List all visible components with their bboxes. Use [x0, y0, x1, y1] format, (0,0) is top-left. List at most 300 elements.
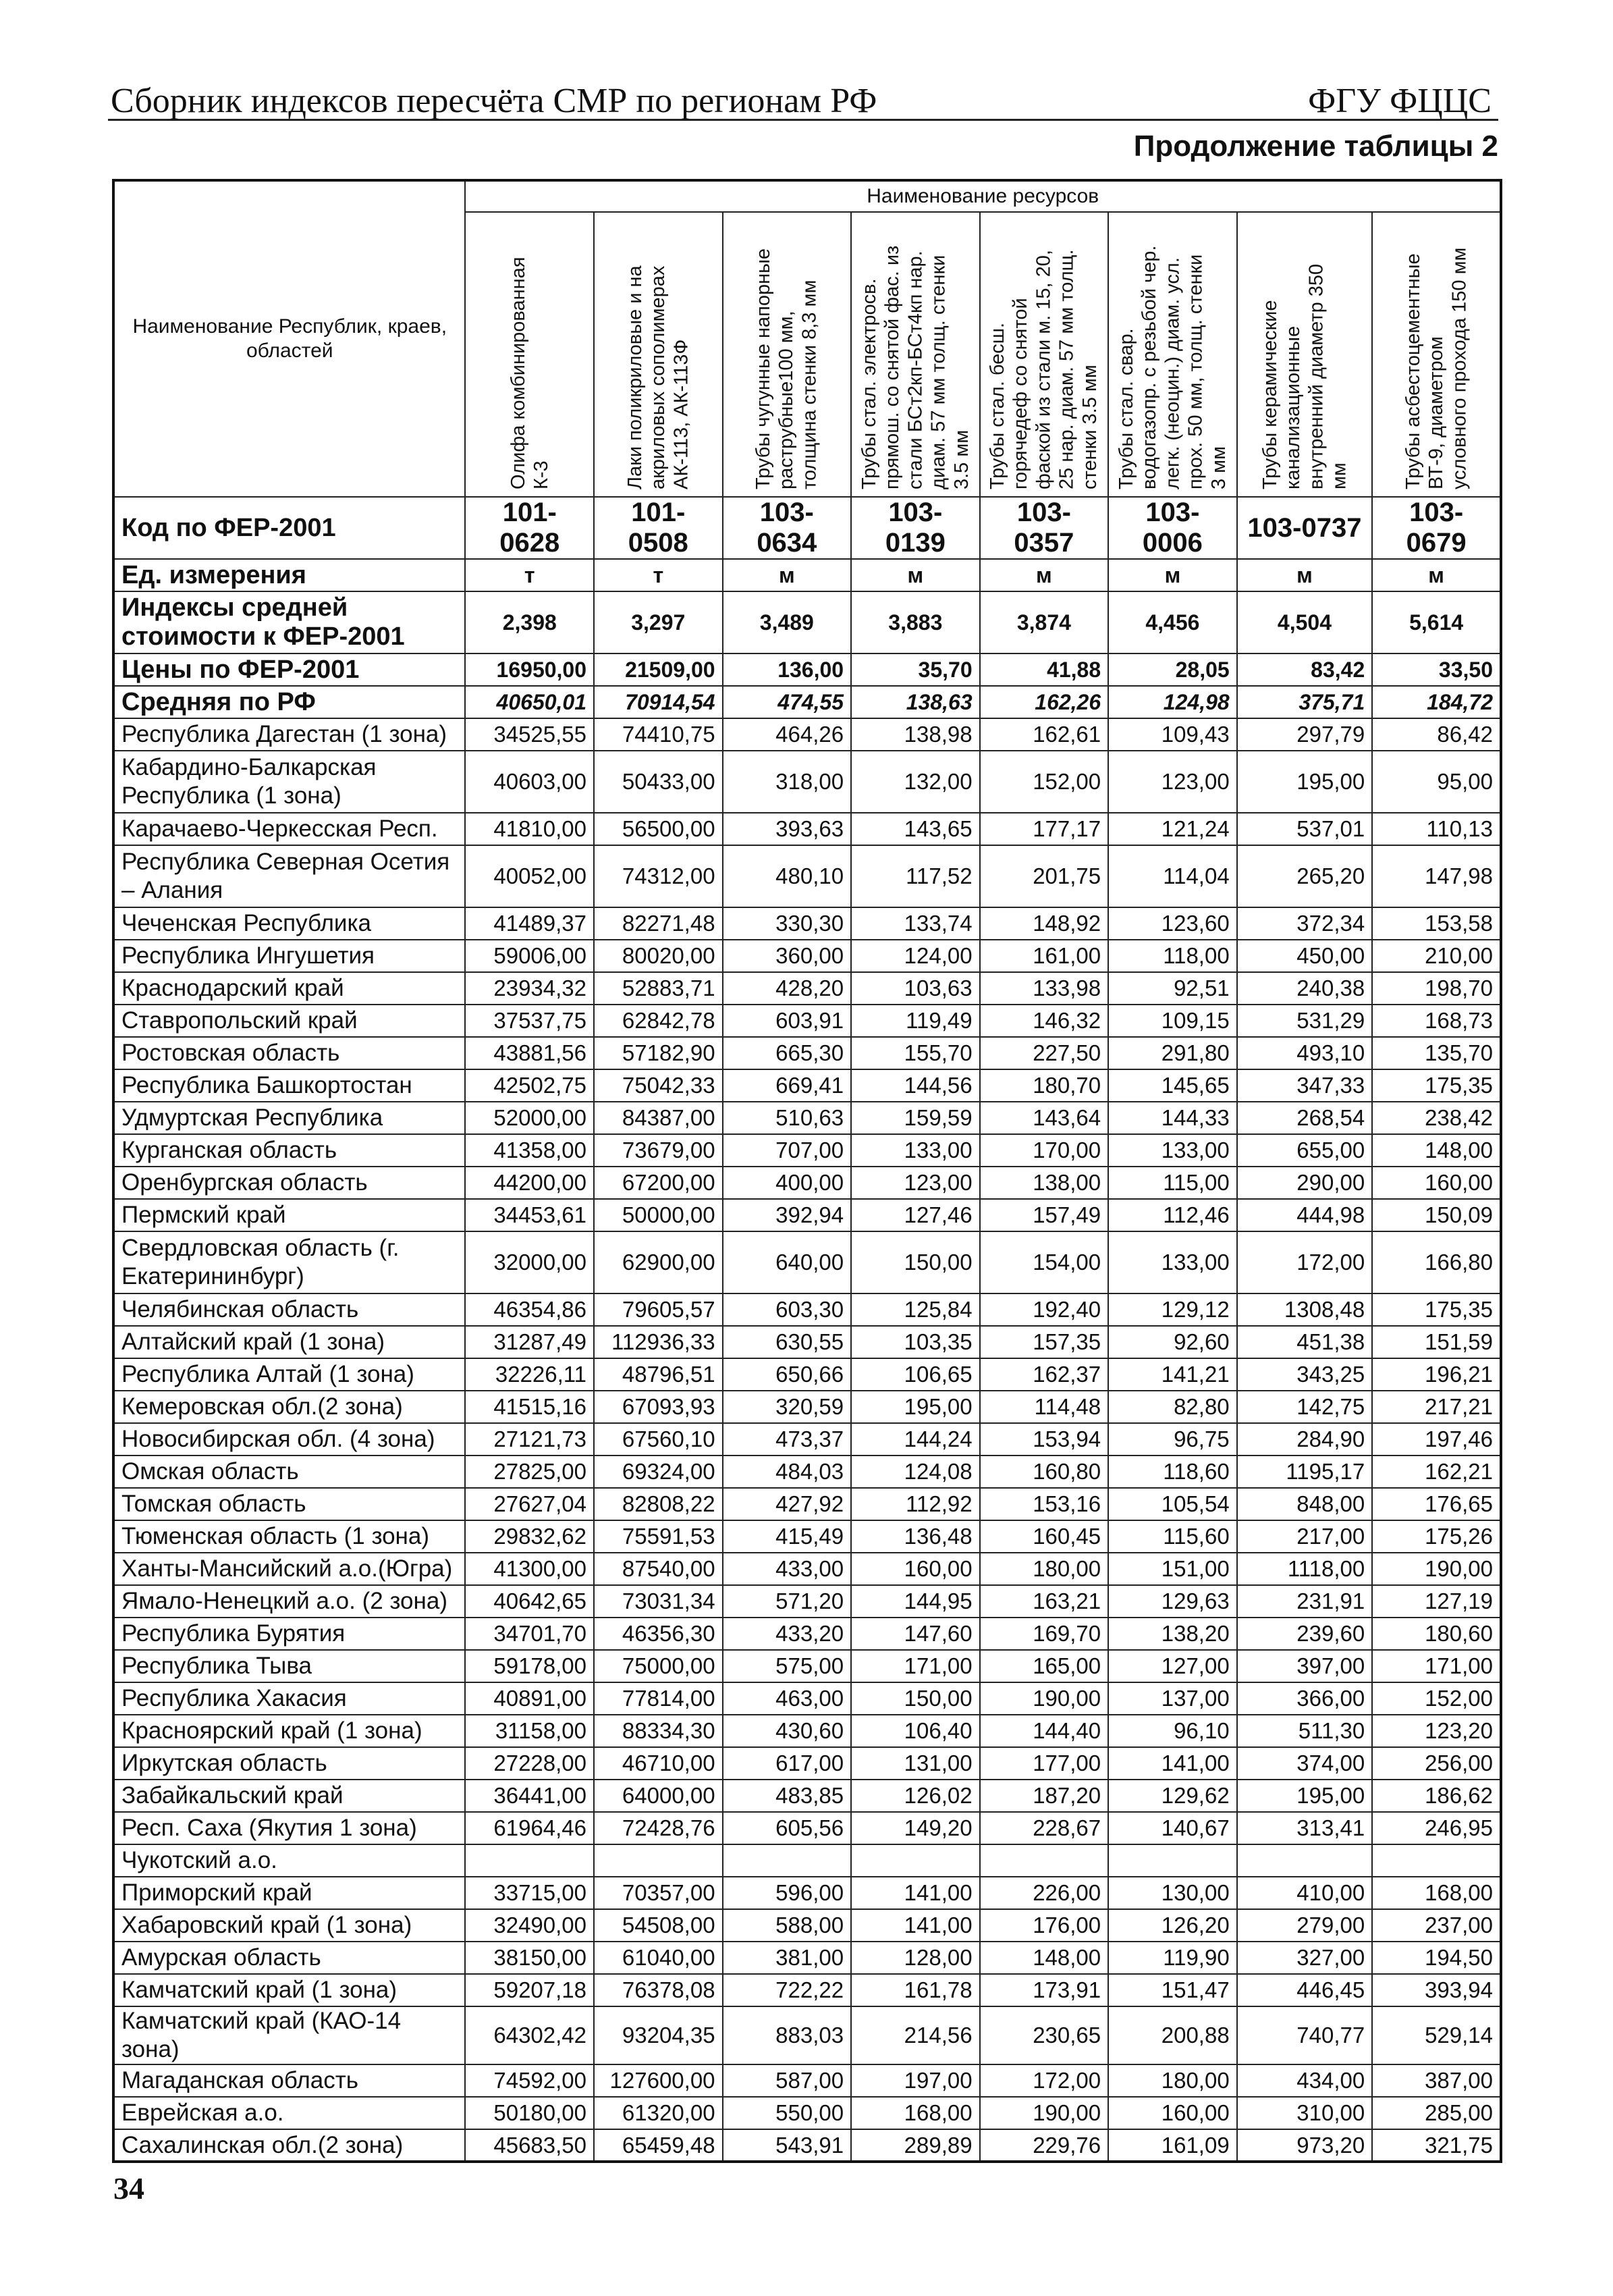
value-cell: 575,00 — [723, 1650, 852, 1682]
value-cell: 290,00 — [1237, 1167, 1373, 1199]
value-cell: 74312,00 — [594, 845, 723, 907]
russia-average-cell: 375,71 — [1237, 686, 1373, 718]
value-cell: 603,91 — [723, 1005, 852, 1037]
value-cell: 596,00 — [723, 1877, 852, 1909]
table-row — [113, 718, 1501, 751]
organization-name: ФГУ ФЦЦС — [1308, 82, 1492, 120]
value-cell: 76378,08 — [594, 1974, 723, 2006]
region-name: Ханты-Мансийский а.о.(Югра) — [113, 1553, 465, 1585]
value-cell: 229,76 — [980, 2129, 1109, 2162]
russia-average-cell: 70914,54 — [594, 686, 723, 718]
column-header-text: Трубы стал. бесш. горячедеф со снятой фаской из стали м. 15, 20, 25 нар. диам. 57 мм толщ. стенки 3.5 мм — [987, 249, 1101, 489]
table-row — [113, 1618, 1501, 1650]
value-cell: 144,56 — [851, 1069, 980, 1102]
value-cell: 40642,65 — [465, 1585, 594, 1618]
value-cell: 163,21 — [980, 1585, 1109, 1618]
value-cell: 166,80 — [1372, 1231, 1501, 1293]
value-cell: 154,00 — [980, 1231, 1109, 1293]
russia-average-cell: 474,55 — [723, 686, 852, 718]
fer-price-cell: 83,42 — [1237, 653, 1373, 686]
region-name: Чеченская Республика — [113, 907, 465, 940]
cost-index-cell: 4,456 — [1108, 591, 1237, 653]
value-cell: 114,48 — [980, 1391, 1109, 1423]
value-cell: 883,03 — [723, 2006, 852, 2064]
region-name: Магаданская область — [113, 2064, 465, 2097]
value-cell — [465, 1844, 594, 1877]
value-cell: 73679,00 — [594, 1134, 723, 1167]
value-cell: 42502,75 — [465, 1069, 594, 1102]
fer-price-cell: 21509,00 — [594, 653, 723, 686]
table-row — [113, 1293, 1501, 1326]
fer-price-cell: 136,00 — [723, 653, 852, 686]
value-cell: 141,00 — [1108, 1747, 1237, 1780]
value-cell: 393,63 — [723, 813, 852, 845]
value-cell: 46354,86 — [465, 1293, 594, 1326]
value-cell: 669,41 — [723, 1069, 852, 1102]
column-header — [980, 212, 1109, 497]
value-cell: 162,21 — [1372, 1456, 1501, 1488]
value-cell: 118,00 — [1108, 940, 1237, 972]
region-name: Иркутская область — [113, 1747, 465, 1780]
value-cell: 138,20 — [1108, 1618, 1237, 1650]
table-row — [113, 1974, 1501, 2006]
value-cell: 144,95 — [851, 1585, 980, 1618]
table-row — [113, 1199, 1501, 1231]
value-cell: 64302,42 — [465, 2006, 594, 2064]
value-cell: 165,00 — [980, 1650, 1109, 1682]
cost-index-cell: 3,874 — [980, 591, 1109, 653]
region-name: Кабардино-Балкарская Республика (1 зона) — [113, 751, 465, 813]
cost-index-cell: 5,614 — [1372, 591, 1501, 653]
value-cell: 152,00 — [980, 751, 1109, 813]
region-name: Камчатский край (1 зона) — [113, 1974, 465, 2006]
value-cell: 160,00 — [851, 1553, 980, 1585]
value-cell: 434,00 — [1237, 2064, 1373, 2097]
value-cell: 109,43 — [1108, 718, 1237, 751]
cost-index-label: Индексы средней стоимости к ФЕР-2001 — [113, 591, 465, 653]
value-cell: 109,15 — [1108, 1005, 1237, 1037]
value-cell: 117,52 — [851, 845, 980, 907]
value-cell: 473,37 — [723, 1423, 852, 1456]
value-cell: 147,60 — [851, 1618, 980, 1650]
column-header-text: Трубы асбестоцементные ВТ-9, диаметром условного прохода 150 мм — [1402, 247, 1471, 489]
value-cell — [980, 1844, 1109, 1877]
column-header-text: Трубы стал. электросв. прямош. со снятой фас. из стали БСт2кп-БСт4кп нар. диам. 57 мм толщ. стенки 3.5 мм — [858, 245, 973, 489]
fer-code-cell: 101-0508 — [594, 497, 723, 559]
value-cell: 88334,30 — [594, 1715, 723, 1747]
value-cell: 240,38 — [1237, 972, 1373, 1005]
value-cell: 67560,10 — [594, 1423, 723, 1456]
page-number: 34 — [113, 2171, 144, 2206]
column-header — [851, 212, 980, 497]
value-cell: 56500,00 — [594, 813, 723, 845]
value-cell: 321,75 — [1372, 2129, 1501, 2162]
fer-price-cell: 41,88 — [980, 653, 1109, 686]
value-cell: 92,60 — [1108, 1326, 1237, 1358]
value-cell: 201,75 — [980, 845, 1109, 907]
value-cell: 82808,22 — [594, 1488, 723, 1520]
value-cell: 114,04 — [1108, 845, 1237, 907]
value-cell: 32000,00 — [465, 1231, 594, 1293]
value-cell: 343,25 — [1237, 1358, 1373, 1391]
value-cell: 62900,00 — [594, 1231, 723, 1293]
value-cell: 529,14 — [1372, 2006, 1501, 2064]
value-cell: 176,00 — [980, 1909, 1109, 1942]
fer-code-label: Код по ФЕР-2001 — [113, 497, 465, 559]
value-cell: 848,00 — [1237, 1488, 1373, 1520]
value-cell: 265,20 — [1237, 845, 1373, 907]
unit-cell: м — [1108, 559, 1237, 591]
value-cell: 124,00 — [851, 940, 980, 972]
value-cell: 239,60 — [1237, 1618, 1373, 1650]
value-cell: 41300,00 — [465, 1553, 594, 1585]
value-cell: 96,75 — [1108, 1423, 1237, 1456]
value-cell: 112,46 — [1108, 1199, 1237, 1231]
russia-average-row — [113, 686, 1501, 718]
value-cell: 40603,00 — [465, 751, 594, 813]
value-cell: 128,00 — [851, 1942, 980, 1974]
value-cell: 95,00 — [1372, 751, 1501, 813]
value-cell: 161,00 — [980, 940, 1109, 972]
value-cell: 150,00 — [851, 1231, 980, 1293]
value-cell: 320,59 — [723, 1391, 852, 1423]
value-cell: 171,00 — [1372, 1650, 1501, 1682]
value-cell: 140,67 — [1108, 1812, 1237, 1844]
value-cell: 493,10 — [1237, 1037, 1373, 1069]
value-cell: 144,33 — [1108, 1102, 1237, 1134]
value-cell: 27228,00 — [465, 1747, 594, 1780]
value-cell: 196,21 — [1372, 1358, 1501, 1391]
region-name: Хабаровский край (1 зона) — [113, 1909, 465, 1942]
value-cell: 177,17 — [980, 813, 1109, 845]
value-cell: 217,21 — [1372, 1391, 1501, 1423]
value-cell: 131,00 — [851, 1747, 980, 1780]
fer-price-label: Цены по ФЕР-2001 — [113, 653, 465, 686]
value-cell: 127,46 — [851, 1199, 980, 1231]
table-row — [113, 940, 1501, 972]
table-row — [113, 972, 1501, 1005]
region-name: Красноярский край (1 зона) — [113, 1715, 465, 1747]
value-cell: 226,00 — [980, 1877, 1109, 1909]
value-cell: 433,00 — [723, 1553, 852, 1585]
resources-group-header: Наименование ресурсов — [465, 180, 1501, 212]
column-header — [465, 212, 594, 497]
value-cell: 32226,11 — [465, 1358, 594, 1391]
unit-label: Ед. измерения — [113, 559, 465, 591]
value-cell: 46356,30 — [594, 1618, 723, 1650]
value-cell: 133,74 — [851, 907, 980, 940]
value-cell: 190,00 — [980, 1682, 1109, 1715]
column-header — [1237, 212, 1373, 497]
russia-average-cell: 184,72 — [1372, 686, 1501, 718]
region-name: Сахалинская обл.(2 зона) — [113, 2129, 465, 2162]
value-cell: 588,00 — [723, 1909, 852, 1942]
value-cell: 129,63 — [1108, 1585, 1237, 1618]
region-name: Республика Дагестан (1 зона) — [113, 718, 465, 751]
value-cell: 27825,00 — [465, 1456, 594, 1488]
value-cell: 37537,75 — [465, 1005, 594, 1037]
table-row — [113, 813, 1501, 845]
value-cell: 103,63 — [851, 972, 980, 1005]
fer-price-cell: 35,70 — [851, 653, 980, 686]
value-cell: 200,88 — [1108, 2006, 1237, 2064]
value-cell: 106,65 — [851, 1358, 980, 1391]
value-cell: 285,00 — [1372, 2097, 1501, 2129]
table-continuation-title: Продолжение таблицы 2 — [1133, 130, 1498, 163]
value-cell: 1308,48 — [1237, 1293, 1373, 1326]
value-cell: 463,00 — [723, 1682, 852, 1715]
column-header — [594, 212, 723, 497]
value-cell: 172,00 — [1237, 1231, 1373, 1293]
value-cell: 33715,00 — [465, 1877, 594, 1909]
value-cell: 587,00 — [723, 2064, 852, 2097]
table-row — [113, 1391, 1501, 1423]
value-cell: 54508,00 — [594, 1909, 723, 1942]
value-cell: 160,00 — [1372, 1167, 1501, 1199]
region-name: Забайкальский край — [113, 1780, 465, 1812]
page-header — [108, 72, 1498, 121]
value-cell: 194,50 — [1372, 1942, 1501, 1974]
unit-cell: т — [594, 559, 723, 591]
value-cell: 291,80 — [1108, 1037, 1237, 1069]
region-name: Республика Алтай (1 зона) — [113, 1358, 465, 1391]
value-cell: 136,48 — [851, 1520, 980, 1553]
table-row — [113, 1747, 1501, 1780]
table-row — [113, 1134, 1501, 1167]
table-row — [113, 2129, 1501, 2162]
russia-average-cell: 40650,01 — [465, 686, 594, 718]
value-cell: 284,90 — [1237, 1423, 1373, 1456]
value-cell: 77814,00 — [594, 1682, 723, 1715]
value-cell: 50180,00 — [465, 2097, 594, 2129]
value-cell: 173,91 — [980, 1974, 1109, 2006]
value-cell: 630,55 — [723, 1326, 852, 1358]
russia-average-cell: 162,26 — [980, 686, 1109, 718]
region-name: Республика Ингушетия — [113, 940, 465, 972]
russia-average-label: Средняя по РФ — [113, 686, 465, 718]
region-name: Тюменская область (1 зона) — [113, 1520, 465, 1553]
column-header-text: Трубы стал. свар. водогазопр. с резьбой чер. легк. (неоцин.) диам. усл. прох. 50 мм, толщ. стенки 3 мм — [1115, 245, 1230, 489]
region-name: Чукотский а.о. — [113, 1844, 465, 1877]
value-cell: 50000,00 — [594, 1199, 723, 1231]
value-cell: 366,00 — [1237, 1682, 1373, 1715]
value-cell: 106,40 — [851, 1715, 980, 1747]
region-name: Новосибирская обл. (4 зона) — [113, 1423, 465, 1456]
table-row — [113, 1456, 1501, 1488]
value-cell: 176,65 — [1372, 1488, 1501, 1520]
value-cell: 153,16 — [980, 1488, 1109, 1520]
value-cell: 148,00 — [980, 1942, 1109, 1974]
region-name: Ростовская область — [113, 1037, 465, 1069]
region-name: Свердловская область (г. Екатерининбург) — [113, 1231, 465, 1293]
value-cell: 80020,00 — [594, 940, 723, 972]
table-row — [113, 1780, 1501, 1812]
value-cell: 360,00 — [723, 940, 852, 972]
value-cell: 1118,00 — [1237, 1553, 1373, 1585]
value-cell: 330,30 — [723, 907, 852, 940]
table-row — [113, 845, 1501, 907]
value-cell: 161,78 — [851, 1974, 980, 2006]
cost-index-cell: 4,504 — [1237, 591, 1373, 653]
value-cell: 347,33 — [1237, 1069, 1373, 1102]
table-row — [113, 1231, 1501, 1293]
russia-average-cell: 138,63 — [851, 686, 980, 718]
fer-code-cell: 101-0628 — [465, 497, 594, 559]
value-cell: 61320,00 — [594, 2097, 723, 2129]
value-cell: 150,09 — [1372, 1199, 1501, 1231]
value-cell: 75000,00 — [594, 1650, 723, 1682]
value-cell: 123,00 — [851, 1167, 980, 1199]
table-row — [113, 1037, 1501, 1069]
value-cell: 84387,00 — [594, 1102, 723, 1134]
value-cell: 297,79 — [1237, 718, 1373, 751]
region-name: Кемеровская обл.(2 зона) — [113, 1391, 465, 1423]
column-header-text: Лаки поликриловые и на акриловых сополимерах АК-113, АК-113Ф — [624, 265, 692, 489]
value-cell: 27121,73 — [465, 1423, 594, 1456]
unit-cell: м — [1237, 559, 1373, 591]
table-row — [113, 1358, 1501, 1391]
value-cell: 127600,00 — [594, 2064, 723, 2097]
value-cell: 197,46 — [1372, 1423, 1501, 1456]
value-cell: 318,00 — [723, 751, 852, 813]
region-name: Еврейская а.о. — [113, 2097, 465, 2129]
value-cell: 67093,93 — [594, 1391, 723, 1423]
value-cell: 256,00 — [1372, 1747, 1501, 1780]
value-cell: 190,00 — [980, 2097, 1109, 2129]
value-cell: 180,00 — [1108, 2064, 1237, 2097]
table-row — [113, 1167, 1501, 1199]
value-cell: 428,20 — [723, 972, 852, 1005]
value-cell: 96,10 — [1108, 1715, 1237, 1747]
table-row — [113, 1877, 1501, 1909]
value-cell: 415,49 — [723, 1520, 852, 1553]
value-cell: 75042,33 — [594, 1069, 723, 1102]
value-cell: 127,19 — [1372, 1585, 1501, 1618]
table-row — [113, 1102, 1501, 1134]
value-cell: 87540,00 — [594, 1553, 723, 1585]
value-cell: 198,70 — [1372, 972, 1501, 1005]
table-row — [113, 1942, 1501, 1974]
value-cell: 195,00 — [1237, 1780, 1373, 1812]
region-name: Краснодарский край — [113, 972, 465, 1005]
value-cell: 41489,37 — [465, 907, 594, 940]
fer-code-cell: 103-0679 — [1372, 497, 1501, 559]
region-name: Республика Хакасия — [113, 1682, 465, 1715]
region-name: Приморский край — [113, 1877, 465, 1909]
cost-index-cell: 3,297 — [594, 591, 723, 653]
region-name: Пермский край — [113, 1199, 465, 1231]
value-cell — [723, 1844, 852, 1877]
region-name: Томская область — [113, 1488, 465, 1520]
unit-row — [113, 559, 1501, 591]
value-cell: 43881,56 — [465, 1037, 594, 1069]
value-cell: 133,00 — [851, 1134, 980, 1167]
value-cell: 187,20 — [980, 1780, 1109, 1812]
table-row — [113, 1520, 1501, 1553]
table-row — [113, 2064, 1501, 2097]
value-cell: 186,62 — [1372, 1780, 1501, 1812]
value-cell: 34525,55 — [465, 718, 594, 751]
value-cell — [1108, 1844, 1237, 1877]
value-cell: 73031,34 — [594, 1585, 723, 1618]
value-cell: 153,94 — [980, 1423, 1109, 1456]
value-cell: 123,00 — [1108, 751, 1237, 813]
value-cell: 52883,71 — [594, 972, 723, 1005]
value-cell: 550,00 — [723, 2097, 852, 2129]
table-row — [113, 1423, 1501, 1456]
value-cell — [1237, 1844, 1373, 1877]
value-cell: 144,40 — [980, 1715, 1109, 1747]
value-cell: 195,00 — [1237, 751, 1373, 813]
value-cell: 148,92 — [980, 907, 1109, 940]
value-cell: 141,00 — [851, 1909, 980, 1942]
region-name: Удмуртская Республика — [113, 1102, 465, 1134]
value-cell: 160,00 — [1108, 2097, 1237, 2129]
value-cell: 159,59 — [851, 1102, 980, 1134]
value-cell: 160,80 — [980, 1456, 1109, 1488]
value-cell: 143,64 — [980, 1102, 1109, 1134]
value-cell: 38150,00 — [465, 1942, 594, 1974]
value-cell: 722,22 — [723, 1974, 852, 2006]
value-cell: 79605,57 — [594, 1293, 723, 1326]
fer-price-cell: 16950,00 — [465, 653, 594, 686]
value-cell: 327,00 — [1237, 1942, 1373, 1974]
region-name: Республика Северная Осетия – Алания — [113, 845, 465, 907]
value-cell: 170,00 — [980, 1134, 1109, 1167]
value-cell: 650,66 — [723, 1358, 852, 1391]
value-cell: 31158,00 — [465, 1715, 594, 1747]
russia-average-cell: 124,98 — [1108, 686, 1237, 718]
value-cell: 531,29 — [1237, 1005, 1373, 1037]
region-name: Республика Башкортостан — [113, 1069, 465, 1102]
value-cell: 177,00 — [980, 1747, 1109, 1780]
unit-cell: м — [851, 559, 980, 591]
value-cell: 126,02 — [851, 1780, 980, 1812]
value-cell: 34453,61 — [465, 1199, 594, 1231]
value-cell: 40052,00 — [465, 845, 594, 907]
table-row — [113, 1909, 1501, 1942]
value-cell — [594, 1844, 723, 1877]
value-cell: 387,00 — [1372, 2064, 1501, 2097]
fer-code-row — [113, 497, 1501, 559]
value-cell: 1195,17 — [1237, 1456, 1373, 1488]
value-cell: 483,85 — [723, 1780, 852, 1812]
value-cell: 313,41 — [1237, 1812, 1373, 1844]
fer-code-cell: 103-0357 — [980, 497, 1109, 559]
value-cell: 393,94 — [1372, 1974, 1501, 2006]
value-cell: 543,91 — [723, 2129, 852, 2162]
value-cell: 162,61 — [980, 718, 1109, 751]
value-cell: 446,45 — [1237, 1974, 1373, 2006]
table-row — [113, 1069, 1501, 1102]
table-row — [113, 1553, 1501, 1585]
value-cell: 74410,75 — [594, 718, 723, 751]
value-cell: 59207,18 — [465, 1974, 594, 2006]
value-cell: 451,38 — [1237, 1326, 1373, 1358]
value-cell: 59006,00 — [465, 940, 594, 972]
value-cell: 310,00 — [1237, 2097, 1373, 2129]
value-cell: 157,49 — [980, 1199, 1109, 1231]
value-cell: 190,00 — [1372, 1553, 1501, 1585]
value-cell: 640,00 — [723, 1231, 852, 1293]
region-name: Камчатский край (КАО-14 зона) — [113, 2006, 465, 2064]
value-cell: 617,00 — [723, 1747, 852, 1780]
value-cell: 169,70 — [980, 1618, 1109, 1650]
value-cell: 381,00 — [723, 1942, 852, 1974]
value-cell: 143,65 — [851, 813, 980, 845]
value-cell: 138,00 — [980, 1167, 1109, 1199]
value-cell: 397,00 — [1237, 1650, 1373, 1682]
